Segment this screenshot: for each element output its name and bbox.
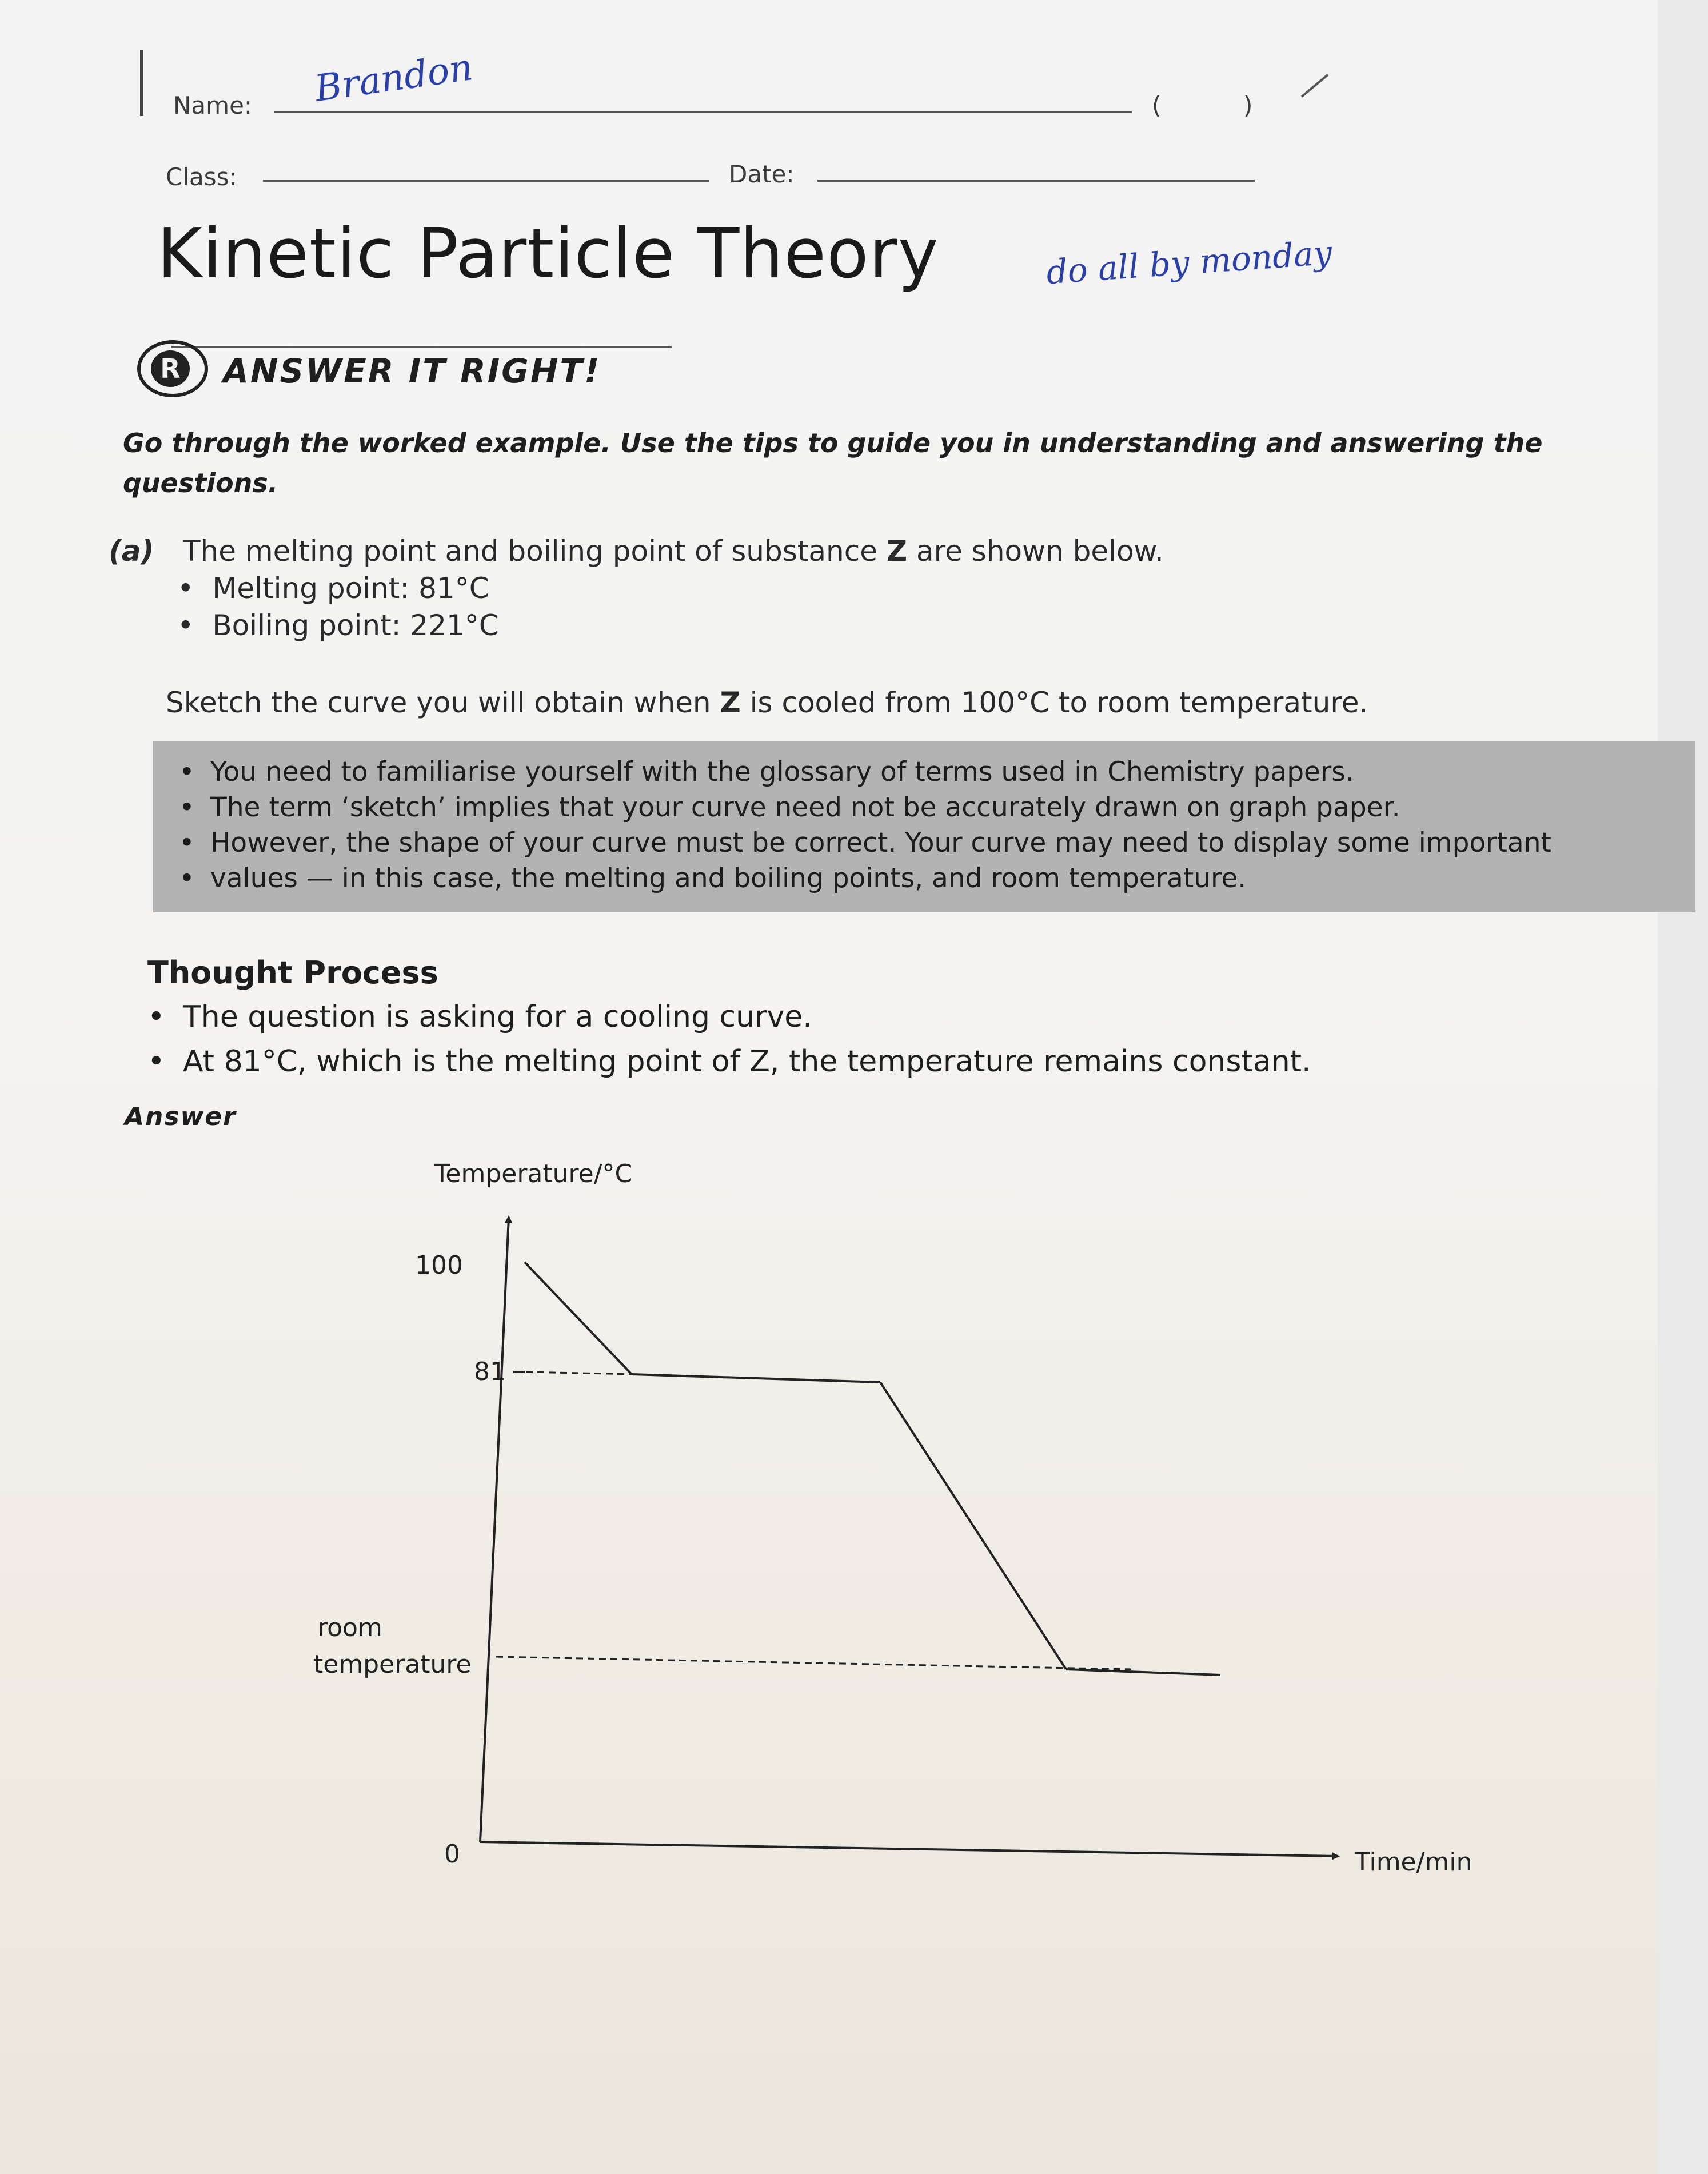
class-label: Class: (166, 163, 237, 191)
y-tick-label: 100 (415, 1251, 463, 1280)
answer-it-right-logo-icon: R (137, 340, 208, 397)
paren-open: ( (1152, 91, 1162, 119)
melting-point-guide (526, 1372, 635, 1374)
sketch-substance: Z (720, 686, 741, 719)
question-text-after: are shown below. (907, 534, 1164, 568)
page-title: Kinetic Particle Theory (157, 214, 939, 294)
melting-point-item: • Melting point: 81°C (177, 572, 489, 605)
boiling-point-text: Boiling point: 221°C (212, 609, 499, 642)
question-text-before: The melting point and boiling point of substance (183, 534, 887, 568)
date-label: Date: (729, 160, 795, 188)
handwritten-note: do all by monday (1045, 233, 1334, 292)
y-tick-label: 0 (444, 1840, 460, 1869)
section-banner: ANSWER IT RIGHT! (223, 352, 601, 390)
sketch-after: is cooled from 100°C to room temperature. (740, 686, 1368, 719)
sketch-before: Sketch the curve you will obtain when (166, 686, 720, 719)
melting-point-text: Melting point: 81°C (212, 572, 489, 605)
curve-segment (880, 1382, 1066, 1669)
curve-segment (632, 1374, 880, 1382)
y-tick-label: 81 (474, 1357, 506, 1386)
x-axis-label: Time/min (1355, 1848, 1472, 1877)
tip-item: • You need to familiarise yourself with the glossary of terms used in Chemistry papers. (210, 755, 1695, 790)
curve-segment (525, 1262, 632, 1374)
curve-segment (1066, 1669, 1220, 1675)
name-value: Brandon (312, 46, 476, 110)
thought-item: • At 81°C, which is the melting point of Z, the temperature remains constant. (183, 1039, 1311, 1084)
tip-item-continuation: • values — in this case, the melting and boiling points, and room temperature. (210, 861, 1695, 896)
question-label: (a) (109, 534, 154, 568)
substance-name: Z (886, 534, 908, 568)
x-axis (480, 1842, 1338, 1856)
room-temperature-label: room (317, 1613, 382, 1642)
thought-item: • The question is asking for a cooling curve. (183, 995, 1311, 1039)
tip-item: • The term ‘sketch’ implies that your curve need not be accurately drawn on graph paper. (210, 790, 1695, 825)
paren-close: ) (1243, 91, 1253, 119)
room-temperature-label: temperature (313, 1650, 472, 1679)
boiling-point-item: • Boiling point: 221°C (177, 609, 499, 642)
y-axis (480, 1218, 509, 1842)
instructions: Go through the worked example. Use the tips to guide you in understanding and answering the questions. (123, 428, 1543, 498)
room-temperature-guide (496, 1657, 1131, 1669)
y-axis-label: Temperature/°C (434, 1159, 633, 1188)
thought-process-heading: Thought Process (147, 955, 438, 991)
tip-item: • However, the shape of your curve must be correct. Your curve may need to display some important (210, 825, 1695, 861)
name-label: Name: (173, 91, 253, 119)
answer-label: Answer (125, 1102, 237, 1131)
